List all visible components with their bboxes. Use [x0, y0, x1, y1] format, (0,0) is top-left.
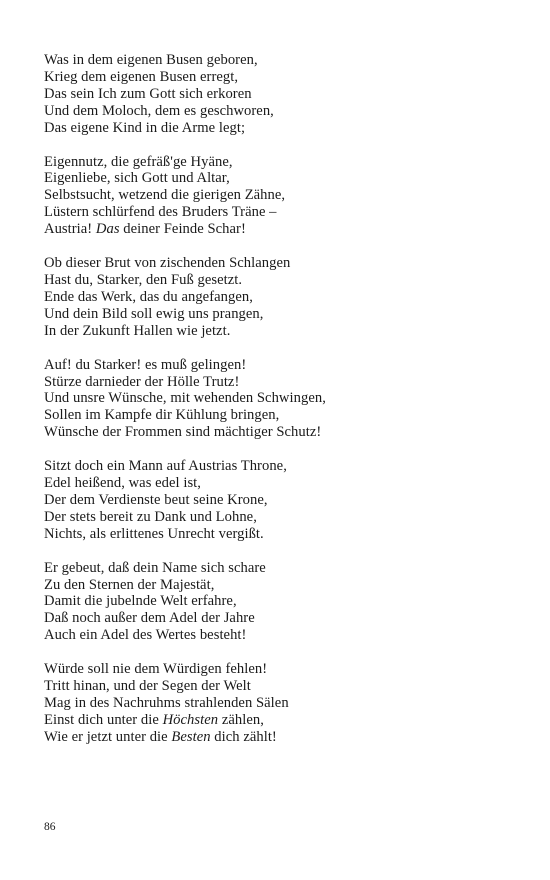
poem-line	[44, 255, 524, 272]
poem-line	[44, 52, 524, 69]
line-text: Mag in des Nachruhms strahlenden Sälen	[44, 695, 289, 711]
line-text: Austria!	[44, 221, 96, 238]
poem-line	[44, 120, 524, 137]
line-text: Und unsre Wünsche, mit wehenden Schwingen,	[44, 390, 326, 407]
stanza	[44, 52, 524, 137]
line-text: Stürze darnieder der Hölle Trutz!	[44, 373, 240, 390]
poem-line	[44, 407, 524, 424]
stanza	[44, 154, 524, 239]
poem-line	[44, 154, 524, 171]
line-text: Edel heißend, was edel ist,	[44, 475, 201, 492]
line-text: Und dein Bild soll ewig uns prangen,	[44, 305, 264, 322]
line-text: Zu den Sternen der Majestät,	[44, 576, 215, 593]
poem-line	[44, 560, 524, 577]
line-text: Hast du, Starker, den Fuß gesetzt.	[44, 271, 243, 288]
line-text: Eigennutz, die gefräß'ge Hyäne,	[44, 153, 233, 170]
line-text: Einst dich unter die	[44, 711, 163, 728]
line-text: Selbstsucht, wetzend die gierigen Zähne,	[44, 187, 286, 204]
line-text: Würde soll nie dem Würdigen fehlen!	[44, 661, 268, 678]
line-text: In der Zukunft Hallen wie jetzt.	[44, 322, 231, 339]
line-text: Auf! du Starker! es muß gelingen!	[44, 356, 247, 373]
line-text: Der stets bereit zu Dank und Lohne,	[44, 508, 257, 525]
line-text: Auch ein Adel des Wertes besteht!	[44, 627, 247, 644]
poem-line	[44, 729, 524, 746]
stanza	[44, 560, 524, 645]
poem-line	[44, 374, 524, 391]
line-text: Das eigene Kind in die Arme legt;	[44, 119, 246, 136]
poem-line	[44, 204, 524, 221]
line-text: Der dem Verdienste beut seine Krone,	[44, 491, 268, 508]
poem-line	[44, 69, 524, 86]
poem-line	[44, 526, 524, 543]
stanza	[44, 255, 524, 340]
poem-line	[44, 627, 524, 644]
poem	[44, 52, 524, 763]
poem-line	[44, 187, 524, 204]
line-text: Eigenliebe, sich Gott und Altar,	[44, 170, 230, 187]
line-text: zählen,	[218, 711, 264, 728]
poem-line	[44, 357, 524, 374]
line-text: Das sein Ich zum Gott sich erkoren	[44, 85, 252, 102]
line-text: Sollen im Kampfe dir Kühlung bringen,	[44, 407, 280, 424]
line-text: deiner Feinde Schar!	[119, 221, 246, 238]
line-text: Wie er jetzt unter die	[44, 728, 172, 745]
line-text: Lüstern schlürfend des Bruders Träne –	[44, 204, 277, 221]
poem-line	[44, 390, 524, 407]
line-text: Damit die jubelnde Welt erfahre,	[44, 593, 237, 610]
line-text: Daß noch außer dem Adel der Jahre	[44, 610, 255, 627]
poem-line	[44, 170, 524, 187]
poem-line	[44, 475, 524, 492]
poem-line	[44, 424, 524, 441]
poem-line	[44, 221, 524, 238]
line-text: Krieg dem eigenen Busen erregt,	[44, 68, 239, 85]
line-text: Nichts, als erlittenes Unrecht vergißt.	[44, 525, 264, 542]
poem-line	[44, 492, 524, 509]
stanza	[44, 357, 524, 442]
page-number: 86	[44, 821, 56, 833]
line-text: dich zählt!	[210, 728, 277, 745]
poem-line	[44, 610, 524, 627]
stanza	[44, 458, 524, 543]
emphasized-text: Höchsten	[162, 711, 219, 728]
line-text: Er gebeut, daß dein Name sich schare	[44, 559, 266, 576]
poem-line	[44, 272, 524, 289]
poem-line	[44, 458, 524, 475]
line-text: Was in dem eigenen Busen geboren,	[44, 52, 258, 68]
poem-line	[44, 509, 524, 526]
poem-line	[44, 577, 524, 594]
line-text: Und dem Moloch, dem es geschworen,	[44, 102, 274, 119]
emphasized-text: Das	[95, 221, 120, 238]
poem-line	[44, 289, 524, 306]
line-text: Ob dieser Brut von zischenden Schlangen	[44, 255, 291, 272]
line-text: Wünsche der Frommen sind mächtiger Schutz!	[44, 424, 322, 441]
poem-line	[44, 306, 524, 323]
stanza	[44, 661, 524, 746]
poem-line	[44, 323, 524, 340]
poem-line	[44, 103, 524, 120]
poem-line	[44, 678, 524, 695]
line-text: Tritt hinan, und der Segen der Welt	[44, 678, 251, 695]
line-text: Sitzt doch ein Mann auf Austrias Throne,	[44, 458, 287, 475]
poem-line	[44, 86, 524, 103]
poem-line	[44, 593, 524, 610]
poem-line	[44, 661, 524, 678]
emphasized-text: Besten	[171, 728, 211, 745]
line-text: Ende das Werk, das du angefangen,	[44, 288, 253, 305]
poem-line	[44, 712, 524, 729]
poem-line	[44, 695, 524, 712]
